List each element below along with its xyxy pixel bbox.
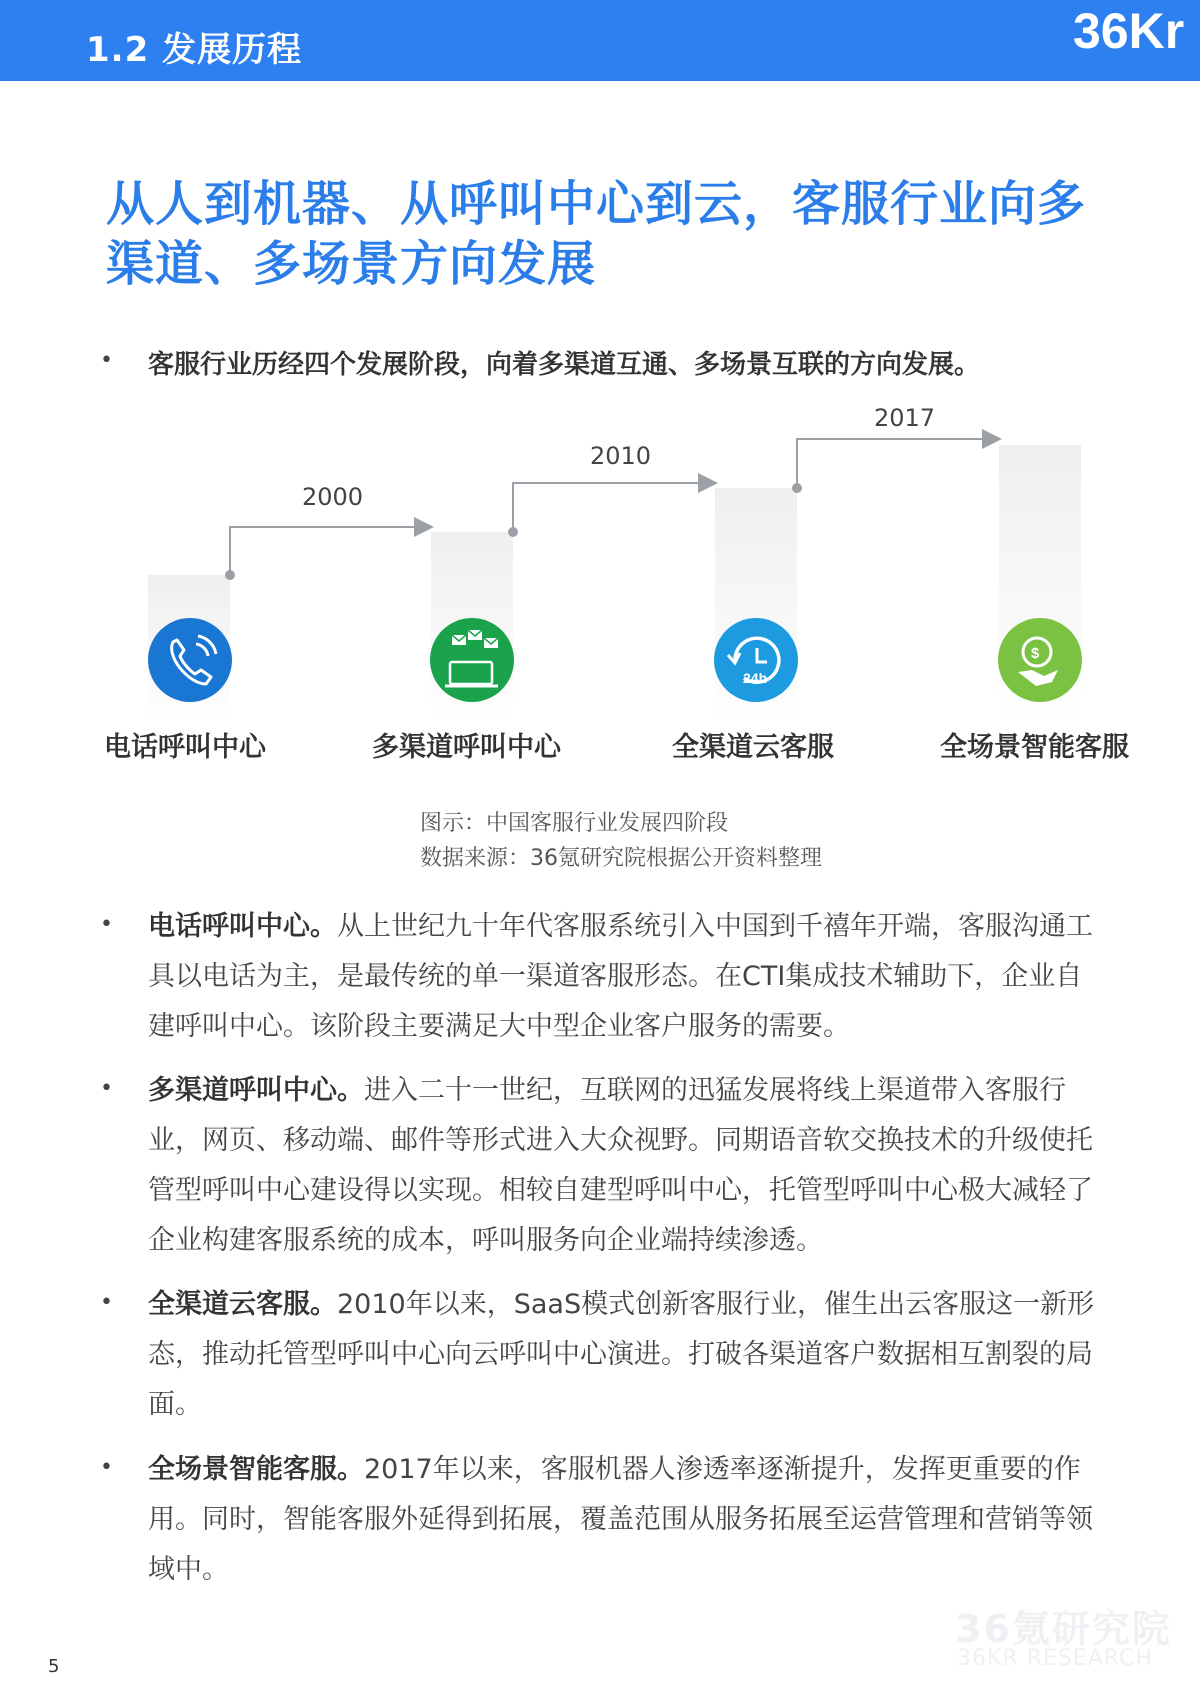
phone-icon xyxy=(148,618,232,702)
logo-text: 36Kr xyxy=(1073,3,1185,59)
year-label-2017: 2017 xyxy=(874,404,936,432)
24h-clock-icon xyxy=(714,618,798,702)
main-title-line-1: 从人到机器、从呼叫中心到云，客服行业向多 xyxy=(106,176,1087,232)
watermark-en: 36KR RESEARCH xyxy=(957,1646,1153,1671)
page-number: 5 xyxy=(48,1656,60,1677)
connector-2000 xyxy=(225,527,430,580)
section-title: 1.2 发展历程 xyxy=(86,30,303,70)
bullet-icon: • xyxy=(100,1455,113,1480)
figure-caption: 图示：中国客服行业发展四阶段 xyxy=(420,811,729,836)
connector-2017 xyxy=(792,439,998,493)
year-label-2010: 2010 xyxy=(590,442,652,470)
stage-label-3: 全渠道云客服 xyxy=(672,732,834,763)
timeline-diagram xyxy=(0,390,1200,770)
connector-2010 xyxy=(508,483,714,537)
text-stage-1: 从上世纪九十年代客服系统引入中国到千禧年开端，客服沟通工具以电话为主，是最传统的单一渠道客服形态。在CTI集成技术辅助下，企业自建呼叫中心。该阶段主要满足大中型企业客户服务的需要。 xyxy=(148,911,1093,1042)
stage-label-1: 电话呼叫中心 xyxy=(104,732,266,763)
bullet-icon: • xyxy=(100,348,113,373)
data-source: 数据来源：36氪研究院根据公开资料整理 xyxy=(420,846,822,871)
hand-coin-icon xyxy=(998,618,1082,702)
bullet-icon: • xyxy=(100,1290,113,1315)
year-label-2000: 2000 xyxy=(302,483,364,511)
paragraph-stage-3 xyxy=(148,1280,1108,1430)
paragraph-stage-2 xyxy=(148,1066,1108,1266)
stage-label-2: 多渠道呼叫中心 xyxy=(372,732,561,763)
text-stage-2: 进入二十一世纪，互联网的迅猛发展将线上渠道带入客服行业，网页、移动端、邮件等形式进入大众视野。同期语音软交换技术的升级使托管型呼叫中心建设得以实现。相较自建型呼叫中心，托管型呼叫中心极大减轻了企业构建客服系统的成本，呼叫服务向企业端持续渗透。 xyxy=(148,1075,1093,1256)
paragraph-stage-4 xyxy=(148,1445,1108,1595)
term-stage-3: 全渠道云客服。 xyxy=(148,1289,337,1320)
watermark-cn: 36氪研究院 xyxy=(955,1607,1172,1651)
main-title xyxy=(106,174,1106,294)
bullet-icon: • xyxy=(100,912,113,937)
paragraph-stage-1 xyxy=(148,902,1108,1052)
brand-logo xyxy=(1025,0,1200,81)
intro-text: 客服行业历经四个发展阶段，向着多渠道互通、多场景互联的方向发展。 xyxy=(148,350,981,380)
svg-text:24h: 24h xyxy=(743,670,768,686)
stage-label-4: 全场景智能客服 xyxy=(940,732,1129,763)
bullet-icon: • xyxy=(100,1076,113,1101)
term-stage-1: 电话呼叫中心。 xyxy=(148,911,337,942)
term-stage-2: 多渠道呼叫中心。 xyxy=(148,1075,364,1106)
svg-text:$: $ xyxy=(1031,645,1040,662)
main-title-line-2: 渠道、多场景方向发展 xyxy=(106,236,597,292)
term-stage-4: 全场景智能客服。 xyxy=(148,1454,364,1485)
multi-channel-mail-icon xyxy=(430,618,514,702)
text-stage-3: 2010年以来，SaaS模式创新客服行业，催生出云客服这一新形态，推动托管型呼叫中心向云呼叫中心演进。打破各渠道客户数据相互割裂的局面。 xyxy=(148,1289,1095,1420)
text-stage-4: 2017年以来，客服机器人渗透率逐渐提升，发挥更重要的作用。同时，智能客服外延得到拓展，覆盖范围从服务拓展至运营管理和营销等领域中。 xyxy=(148,1454,1093,1585)
